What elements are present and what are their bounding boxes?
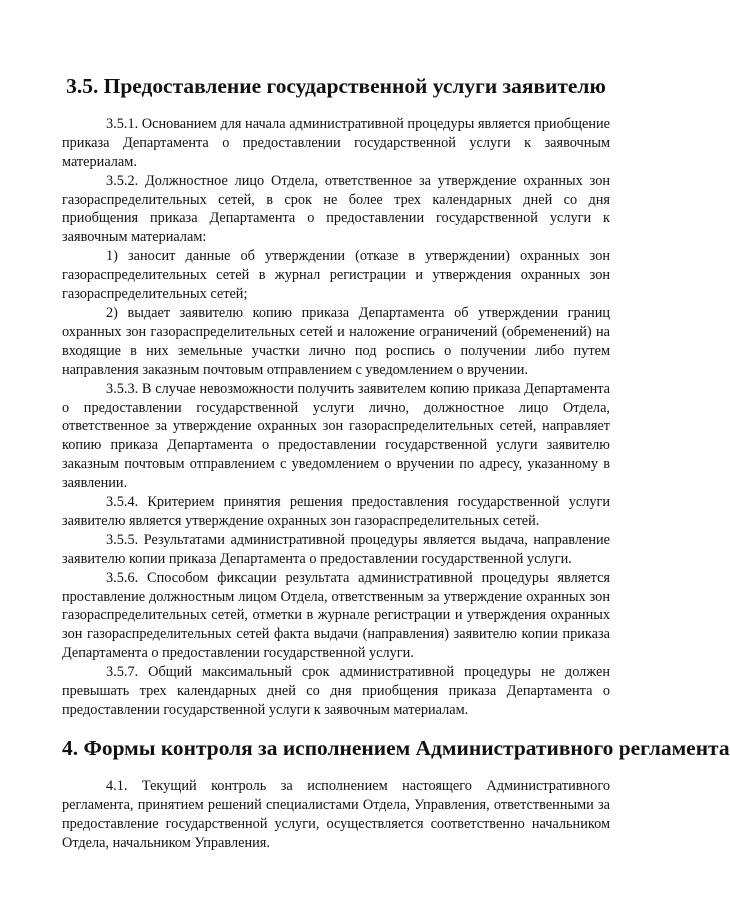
list-item-1: 1) заносит данные об утверждении (отказе в утверждении) охранных зон газораспределительных сетей в журнал регистрации и утверждения охранных зон газораспределительных сетей; (62, 248, 610, 303)
list-item-2: 2) выдает заявителю копию приказа Департамента об утверждении границ охранных зон газораспределительных сетей и наложение ограничений (обременений) на входящие в них земельные участки лично под роспись о получении либо путем направления заказным почтовым отправлением с уведомлением о вручении. (62, 304, 610, 378)
paragraph-3-5-3: 3.5.3. В случае невозможности получить заявителем копию приказа Департамента о предоставлении государственной услуги лично, должностное лицо Отдела, ответственное за утверждение охранных зон газораспределительных сетей, направляет копию приказа Департамента о предоставлении государственной услуги заявителю заказным почтовым отправлением с уведомлением о вручении по адресу, указанному в заявлении. (62, 380, 610, 492)
paragraph-4-1: 4.1. Текущий контроль за исполнением настоящего Административного регламента, принятием решений специалистами Отдела, Управления, ответственными за предоставление государственной услуги, осуществляется соответственно начальником Отдела, начальником Управления. (62, 777, 610, 851)
section-title: 3.5. Предоставление государственной услуги заявителю (66, 74, 606, 98)
section-title: 4. Формы контроля за исполнением Административного регламента (62, 735, 730, 760)
paragraph-3-5-7: 3.5.7. Общий максимальный срок административной процедуры не должен превышать трех календарных дней со дня приобщения приказа Департамента о предоставлении государственной услуги к заявочным материалам. (62, 664, 610, 718)
paragraph-3-5-6: 3.5.6. Способом фиксации результата административной процедуры является проставление должностным лицом Отдела, ответственным за утверждение охранных зон газораспределительных сетей, отметки в журнале регистрации и утверждения охранных зон газораспределительных сетей факта выдачи (направления) заявителю копии приказа Департамента о предоставлении государственной услуги. (62, 569, 610, 662)
paragraph-3-5-5: 3.5.5. Результатами административной процедуры является выдача, направление заявителю копии приказа Департамента о предоставлении государственной услуги. (62, 531, 610, 567)
paragraph-3-5-2: 3.5.2. Должностное лицо Отдела, ответственное за утверждение охранных зон газораспределительных сетей, в срок не более трех календарных дней со дня приобщения приказа Департамента о предоставлении государственной услуги к заявочным материалам: (62, 172, 610, 246)
document-page (62, 74, 730, 852)
paragraph-3-5-4: 3.5.4. Критерием принятия решения предоставления государственной услуги заявителю является утверждение охранных зон газораспределительных сетей. (62, 494, 610, 529)
paragraph-3-5-1: 3.5.1. Основанием для начала административной процедуры является приобщение приказа Департамента о предоставлении государственной услуги к заявочным материалам. (62, 115, 610, 170)
